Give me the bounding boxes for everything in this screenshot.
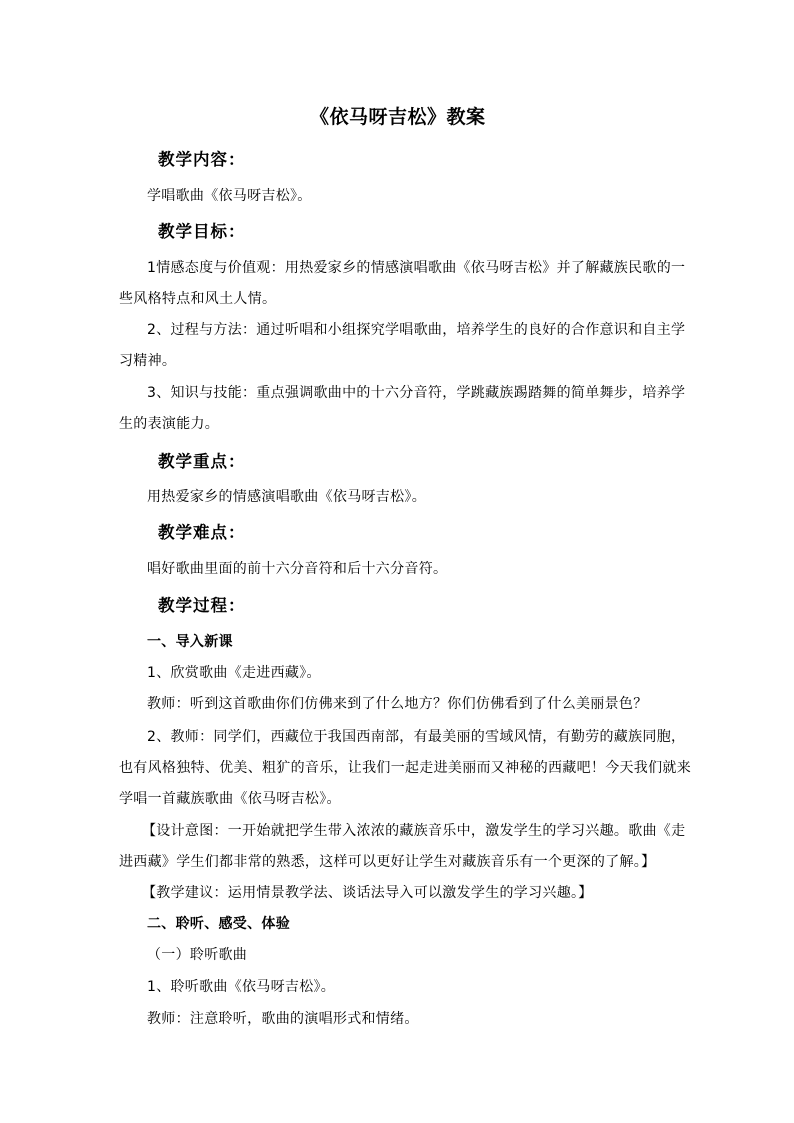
- paragraph-teaching-suggestion: 【教学建议：运用情景教学法、谈话法导入可以激发学生的学习兴趣。】: [142, 885, 593, 901]
- paragraph-goal1-line1: 1情感态度与价值观：用热爱家乡的情感演唱歌曲《依马呀吉松》并了解藏族民歌的一: [147, 260, 686, 276]
- paragraph-part1-item2-line3: 学唱一首藏族歌曲《依马呀吉松》。: [119, 791, 341, 807]
- subheading-part1: 一、导入新课: [147, 634, 233, 650]
- paragraph-part1-item1: 1、欣赏歌曲《走进西藏》。: [147, 665, 321, 681]
- section-heading-content: 教学内容：: [158, 150, 246, 169]
- paragraph-part2-item1: 1、聆听歌曲《依马呀吉松》。: [147, 979, 336, 995]
- paragraph-goal3-line2: 生的表演能力。: [119, 416, 220, 432]
- paragraph-goal1-line2: 些风格特点和风土人情。: [119, 291, 277, 307]
- paragraph-goal2-line2: 习精神。: [119, 353, 177, 369]
- document-title: 《依马呀吉松》教案: [310, 106, 486, 128]
- paragraph-part1-item2-line2: 也有风格独特、优美、粗犷的音乐，让我们一起走进美丽而又神秘的西藏吧！今天我们就来: [119, 760, 691, 776]
- paragraph-content: 学唱歌曲《依马呀吉松》。: [147, 188, 312, 204]
- paragraph-design-intent-line2: 进西藏》学生们都非常的熟悉，这样可以更好让学生对藏族音乐有一个更深的了解。】: [119, 854, 656, 870]
- paragraph-part1-item2-line1: 2、教师：同学们，西藏位于我国西南部，有最美丽的雪域风情，有勤劳的藏族同胞，: [147, 729, 686, 745]
- paragraph-goal3-line1: 3、知识与技能：重点强调歌曲中的十六分音符，学跳藏族踢踏舞的简单舞步，培养学: [147, 385, 686, 401]
- paragraph-difficulties: 唱好歌曲里面的前十六分音符和后十六分音符。: [147, 561, 448, 577]
- subheading-part2: 二、聆听、感受、体验: [147, 916, 290, 932]
- section-heading-goals: 教学目标：: [158, 222, 246, 241]
- paragraph-design-intent-line1: 【设计意图：一开始就把学生带入浓浓的藏族音乐中，激发学生的学习兴趣。歌曲《走: [142, 823, 686, 839]
- paragraph-part2-teacher1: 教师：注意聆听，歌曲的演唱形式和情绪。: [147, 1011, 419, 1027]
- paragraph-key-points: 用热爱家乡的情感演唱歌曲《依马呀吉松》。: [147, 489, 426, 505]
- section-heading-key-points: 教学重点：: [158, 452, 246, 471]
- subheading-part2-sub1: （一）聆听歌曲: [147, 947, 248, 963]
- paragraph-goal2-line1: 2、过程与方法：通过听唱和小组探究学唱歌曲，培养学生的良好的合作意识和自主学: [147, 322, 686, 338]
- paragraph-part1-teacher1: 教师：听到这首歌曲你们仿佛来到了什么地方？你们仿佛看到了什么美丽景色？: [147, 696, 648, 712]
- section-heading-process: 教学过程：: [158, 596, 246, 615]
- section-heading-difficulties: 教学难点：: [158, 523, 246, 542]
